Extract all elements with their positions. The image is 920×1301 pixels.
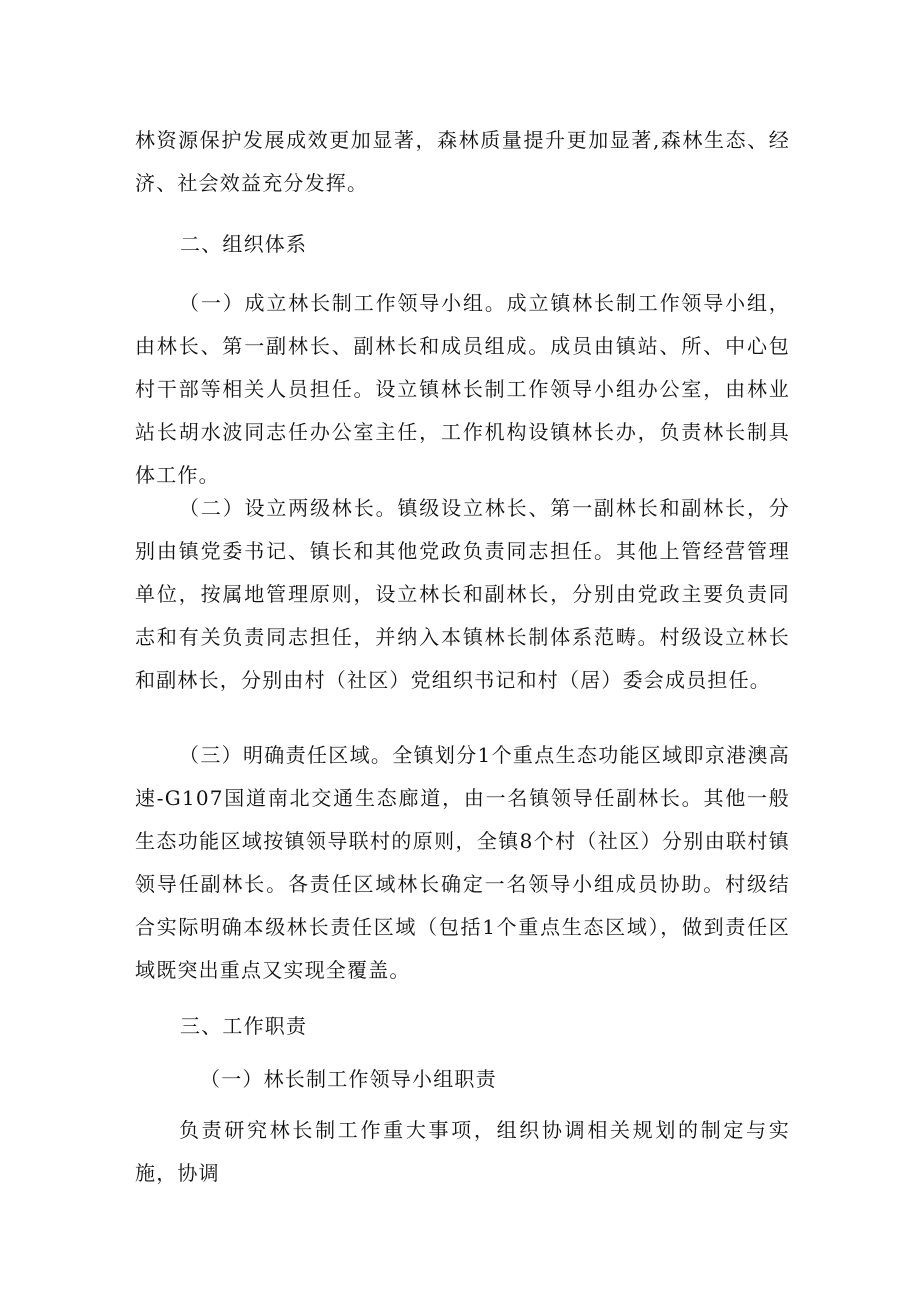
paragraph-intro-continuation: 林资源保护发展成效更加显著，森林质量提升更加显著,森林生态、经济、社会效益充分发挥。 (135, 128, 790, 195)
section-heading-organization: 二、组织体系 (180, 232, 308, 256)
paragraph-responsibility-areas: （三）明确责任区域。全镇划分1个重点生态功能区域即京港澳高速-G107国道南北交通生态廊道，由一名镇领导任副林长。其他一般生态功能区域按镇领导联村的原则，全镇8个村（社区）分别由联村镇领导任副林长。各责任区域林长确定一名领导小组成员协助。村级结合实际明确本级林长责任区域（包括1个重点生态区域），做到责任区域既突出重点又实现全覆盖。 (135, 743, 790, 982)
paragraph-two-level-forest-chiefs: （二）设立两级林长。镇级设立林长、第一副林长和副林长，分别由镇党委书记、镇长和其他党政负责同志担任。其他上管经营管理单位，按属地管理原则，设立林长和副林长，分别由党政主要负责同志和有关负责同志担任，并纳入本镇林长制体系范畴。村级设立林长和副林长，分别由村（社区）党组织书记和村（居）委会成员担任。 (135, 496, 790, 692)
subheading-leadership-group-duties: （一）林长制工作领导小组职责 (200, 1067, 497, 1091)
paragraph-group-duties: 负责研究林长制工作重大事项，组织协调相关规划的制定与实施，协调 (135, 1118, 790, 1185)
section-heading-duties: 三、工作职责 (180, 1014, 308, 1038)
paragraph-leadership-group: （一）成立林长制工作领导小组。成立镇林长制工作领导小组，由林长、第一副林长、副林长和成员组成。成员由镇站、所、中心包村干部等相关人员担任。设立镇林长制工作领导小组办公室，由林业站长胡水波同志任办公室主任，工作机构设镇林长办，负责林长制具体工作。 (135, 291, 790, 487)
